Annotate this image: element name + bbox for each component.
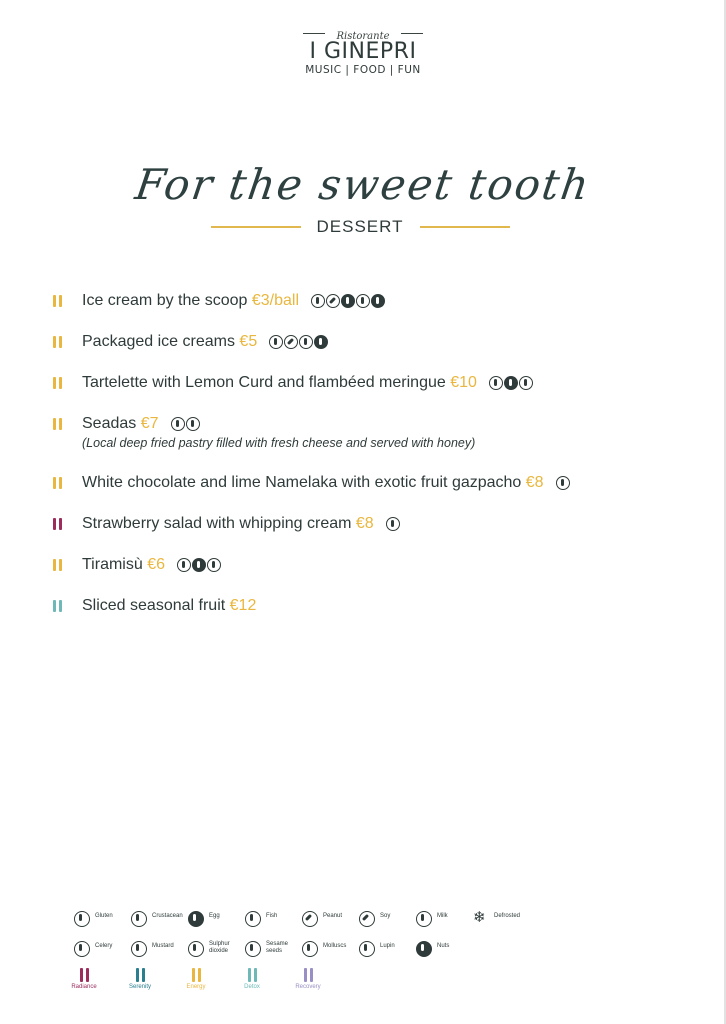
marker-bar xyxy=(53,418,56,430)
lupin-icon xyxy=(359,941,375,957)
category-bar xyxy=(254,968,257,982)
category-bar xyxy=(248,968,251,982)
legend-item-sulphur xyxy=(188,938,230,960)
celery-icon xyxy=(74,941,90,957)
nuts-icon xyxy=(314,335,328,349)
menu-item-line xyxy=(82,372,534,394)
legend-item-lupin xyxy=(359,938,395,960)
category-marker-energy xyxy=(52,377,63,389)
category-bar xyxy=(192,968,195,982)
menu-item xyxy=(52,595,692,636)
category-bars-icon xyxy=(135,968,146,982)
legend-category-recovery xyxy=(288,968,328,990)
item-allergens xyxy=(489,372,534,394)
peanut-icon xyxy=(302,911,318,927)
egg-icon xyxy=(188,911,204,927)
gluten-icon xyxy=(489,376,503,390)
legend-label: Sulphur dioxide xyxy=(209,941,230,954)
legend-label: Gluten xyxy=(95,913,113,919)
legend-label: Crustacean xyxy=(152,913,183,919)
legend-item-egg xyxy=(188,908,220,930)
item-allergens xyxy=(386,513,401,535)
category-marker-radiance xyxy=(52,518,63,530)
menu-item-line xyxy=(82,331,329,353)
milk-icon xyxy=(519,376,533,390)
sesame-icon xyxy=(245,941,261,957)
milk-icon xyxy=(416,911,432,927)
category-marker-energy xyxy=(52,336,63,348)
peanut-icon xyxy=(326,294,340,308)
marker-bar xyxy=(53,377,56,389)
item-description: (Local deep fried pastry filled with fresh cheese and served with honey) xyxy=(82,436,476,450)
legend-item-fish xyxy=(245,908,278,930)
section-subtitle: DESSERT xyxy=(316,217,404,236)
nuts-icon xyxy=(371,294,385,308)
mustard-icon xyxy=(131,941,147,957)
gluten-icon xyxy=(311,294,325,308)
legend-label: Peanut xyxy=(323,913,343,919)
snowflake-icon: ❄ xyxy=(473,909,486,926)
legend-item-mustard xyxy=(131,938,174,960)
soy-icon xyxy=(359,911,375,927)
marker-bar xyxy=(53,559,56,571)
category-bars-icon xyxy=(79,968,90,982)
milk-icon xyxy=(299,335,313,349)
legend-item-mollusc xyxy=(302,938,347,960)
fish-icon xyxy=(245,911,261,927)
category-bar xyxy=(136,968,139,982)
legend-item-milk xyxy=(416,908,448,930)
item-price: €8 xyxy=(525,474,544,492)
category-marker-detox xyxy=(52,600,63,612)
menu-item-line xyxy=(82,472,571,494)
menu-item xyxy=(52,472,692,513)
marker-bar xyxy=(53,518,56,530)
legend-category-serenity xyxy=(120,968,160,990)
dessert-menu-list xyxy=(52,290,692,636)
legend-item-gluten xyxy=(74,908,113,930)
item-name: Packaged ice creams xyxy=(82,333,235,351)
menu-item xyxy=(52,413,692,472)
category-marker-energy xyxy=(52,559,63,571)
legend-label: Fish xyxy=(266,913,278,919)
gluten-icon xyxy=(74,911,90,927)
item-name: Tartelette with Lemon Curd and flambéed meringue xyxy=(82,374,446,392)
legend-item-sesame xyxy=(245,938,289,960)
legend-label: Soy xyxy=(380,913,391,919)
egg-icon xyxy=(192,558,206,572)
gluten-icon xyxy=(177,558,191,572)
menu-item xyxy=(52,290,692,331)
legend-categories xyxy=(71,968,554,998)
category-bar xyxy=(198,968,201,982)
divider-right xyxy=(420,226,510,228)
legend-label: Nuts xyxy=(437,943,450,949)
legend-item-peanut xyxy=(302,908,343,930)
item-name: Ice cream by the scoop xyxy=(82,292,248,310)
menu-item-line xyxy=(82,413,201,435)
item-price: €5 xyxy=(239,333,258,351)
legend-category-energy xyxy=(176,968,216,990)
legend-item-nuts xyxy=(416,938,450,960)
legend-row-2 xyxy=(74,938,554,968)
menu-item xyxy=(52,513,692,554)
section-heading xyxy=(0,216,726,238)
category-bar xyxy=(310,968,313,982)
page-title: For the sweet tooth xyxy=(132,160,594,209)
milk-icon xyxy=(186,417,200,431)
category-bars-icon xyxy=(191,968,202,982)
category-label: Radiance xyxy=(71,984,97,990)
category-marker-energy xyxy=(52,418,63,430)
category-bar xyxy=(304,968,307,982)
egg-icon xyxy=(504,376,518,390)
logo-script-row xyxy=(303,26,423,40)
marker-bar xyxy=(59,600,62,612)
item-price: €7 xyxy=(140,415,159,433)
category-label: Serenity xyxy=(128,984,151,990)
category-label: Detox xyxy=(244,984,260,990)
menu-item xyxy=(52,331,692,372)
allergen-legend xyxy=(71,908,554,998)
milk-icon xyxy=(356,294,370,308)
marker-bar xyxy=(59,477,62,489)
item-price: €3/ball xyxy=(251,292,300,310)
legend-label: Egg xyxy=(209,913,220,919)
logo-name: I GINEPRI xyxy=(309,39,417,64)
legend-row-1 xyxy=(74,908,554,938)
legend-label: Lupin xyxy=(380,943,395,949)
menu-item-line xyxy=(82,554,222,576)
legend-label: Defrosted xyxy=(494,913,521,919)
marker-bar xyxy=(59,559,62,571)
item-price: €10 xyxy=(450,374,477,392)
milk-icon xyxy=(386,517,400,531)
item-name: Tiramisù xyxy=(82,556,143,574)
category-bars-icon xyxy=(247,968,258,982)
mollusc-icon xyxy=(302,941,318,957)
legend-category-detox xyxy=(232,968,272,990)
legend-label: Celery xyxy=(95,943,113,949)
logo-script: Ristorante xyxy=(336,31,390,42)
item-name: White chocolate and lime Namelaka with exotic fruit gazpacho xyxy=(82,474,522,492)
item-allergens xyxy=(311,290,386,312)
category-bar xyxy=(80,968,83,982)
category-label: Recovery xyxy=(295,984,321,990)
logo-rule-left xyxy=(303,33,325,34)
item-price: €8 xyxy=(355,515,374,533)
menu-item xyxy=(52,554,692,595)
marker-bar xyxy=(59,295,62,307)
marker-bar xyxy=(59,377,62,389)
item-name: Strawberry salad with whipping cream xyxy=(82,515,352,533)
item-allergens xyxy=(177,554,222,576)
category-bar xyxy=(86,968,89,982)
category-marker-energy xyxy=(52,477,63,489)
item-price: €6 xyxy=(147,556,165,574)
marker-bar xyxy=(53,600,56,612)
item-name: Seadas xyxy=(82,415,137,433)
crustacean-icon xyxy=(131,911,147,927)
legend-item-soy xyxy=(359,908,391,930)
menu-item-line xyxy=(82,290,386,312)
menu-item xyxy=(52,372,692,413)
gluten-icon xyxy=(171,417,185,431)
legend-category-radiance xyxy=(64,968,104,990)
legend-label: Molluscs xyxy=(323,943,347,949)
logo-tagline: MUSIC | FOOD | FUN xyxy=(305,64,421,76)
milk-icon xyxy=(556,476,570,490)
gluten-icon xyxy=(269,335,283,349)
item-name: Sliced seasonal fruit xyxy=(82,597,226,614)
legend-label: Milk xyxy=(437,913,448,919)
peanut-icon xyxy=(284,335,298,349)
menu-item-line xyxy=(82,513,401,535)
marker-bar xyxy=(53,295,56,307)
logo-rule-right xyxy=(401,33,423,34)
item-price: €12 xyxy=(229,597,257,614)
item-allergens xyxy=(269,331,329,353)
item-allergens xyxy=(171,413,201,435)
milk-icon xyxy=(207,558,221,572)
marker-bar xyxy=(59,336,62,348)
restaurant-logo xyxy=(0,26,726,76)
legend-item-crustacean xyxy=(131,908,183,930)
item-allergens xyxy=(556,472,571,494)
category-marker-energy xyxy=(52,295,63,307)
menu-item-line xyxy=(82,595,256,617)
category-label: Energy xyxy=(186,984,206,990)
marker-bar xyxy=(59,418,62,430)
legend-label: Mustard xyxy=(152,943,174,949)
marker-bar xyxy=(59,518,62,530)
legend-label: Sesame seeds xyxy=(266,941,289,954)
egg-icon xyxy=(341,294,355,308)
nuts-icon xyxy=(416,941,432,957)
marker-bar xyxy=(53,336,56,348)
sulphur-icon xyxy=(188,941,204,957)
category-bar xyxy=(142,968,145,982)
legend-item-celery xyxy=(74,938,113,960)
marker-bar xyxy=(53,477,56,489)
divider-left xyxy=(211,226,301,228)
category-bars-icon xyxy=(303,968,314,982)
